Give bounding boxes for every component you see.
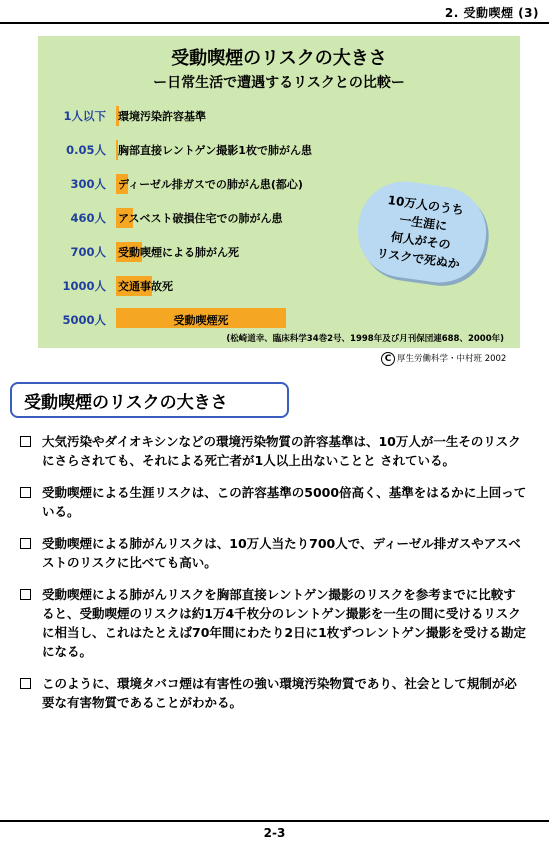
- row-label: 460人: [70, 211, 106, 225]
- list-item: [18, 585, 528, 661]
- bubble-line: リスクで死ぬか: [375, 245, 461, 272]
- checkbox-icon: [20, 678, 31, 689]
- list-item-text: 受動喫煙による生涯リスクは、この許容基準の5000倍高く、基準をはるかに上回っている。: [42, 485, 527, 519]
- figure-source: (松崎道幸、臨床科学34巻2号、1998年及び月刊保団連688、2000年): [226, 334, 504, 344]
- checkbox-icon: [20, 487, 31, 498]
- bar-text: 胸部直接レントゲン撮影1枚で肺がん患: [118, 144, 312, 157]
- risk-figure: [38, 36, 520, 348]
- bar-text: 交通事故死: [118, 280, 173, 293]
- bubble-line: 10万人のうち: [386, 192, 465, 218]
- bubble-line: 一生涯に: [398, 212, 448, 234]
- checkbox-icon: [20, 436, 31, 447]
- list-item-text: このように、環境タバコ煙は有害性の強い環境汚染物質であり、社会として規制が必要な有害物質であることがわかる。: [42, 676, 517, 710]
- header-title: 2. 受動喫煙 (3): [444, 6, 539, 20]
- copyright: [381, 352, 506, 366]
- bar-text: アスベスト破損住宅での肺がん患: [118, 212, 283, 225]
- list-item-text: 受動喫煙による肺がんリスクを胸部直接レントゲン撮影のリスクを参考までに比較すると、受動喫煙のリスクは約1万4千枚分のレントゲン撮影を一生の間に受けるリスクに相当し、これはたとえば70年間にわたり2日に1枚ずつレントゲン撮影を受ける勘定になる。: [42, 587, 526, 659]
- copyright-text: 厚生労働科学・中村班 2002: [397, 354, 507, 364]
- figure-title: 受動喫煙のリスクの大きさ: [171, 48, 387, 69]
- row-label: 0.05人: [66, 143, 106, 157]
- bar-text: ディーゼル排ガスでの肺がん患(都心): [118, 178, 303, 191]
- bullet-list: [18, 432, 528, 712]
- section-title: 受動喫煙のリスクの大きさ: [10, 382, 289, 418]
- copyright-icon: C: [381, 352, 395, 366]
- list-item: [18, 534, 528, 572]
- row-label: 1000人: [62, 279, 106, 293]
- page-number: 2-3: [263, 826, 286, 840]
- row-label: 300人: [70, 177, 106, 191]
- callout-bubble: [352, 176, 492, 289]
- bar-text: 受動喫煙による肺がん死: [118, 246, 239, 259]
- row-label: 5000人: [62, 313, 106, 327]
- figure-subtitle: ー日常生活で遭遇するリスクとの比較ー: [153, 75, 405, 91]
- list-item-text: 大気汚染やダイオキシンなどの環境汚染物質の許容基準は、10万人が一生そのリスクにさらされても、それによる死亡者が1人以上出ないことと されている。: [42, 434, 521, 468]
- list-item: [18, 432, 528, 470]
- list-item: [18, 674, 528, 712]
- checkbox-icon: [20, 589, 31, 600]
- row-label: 700人: [70, 245, 106, 259]
- header-rule: [0, 22, 549, 24]
- bar-text: 受動喫煙死: [173, 314, 229, 327]
- list-item: [18, 483, 528, 521]
- list-item-text: 受動喫煙による肺がんリスクは、10万人当たり700人で、ディーゼル排ガスやアスベストのリスクに比べても高い。: [42, 536, 521, 570]
- bar-text: 環境汚染許容基準: [118, 110, 206, 123]
- footer-rule: [0, 820, 549, 822]
- checkbox-icon: [20, 538, 31, 549]
- row-label: 1人以下: [63, 109, 106, 123]
- bubble-line: 何人がその: [390, 229, 452, 253]
